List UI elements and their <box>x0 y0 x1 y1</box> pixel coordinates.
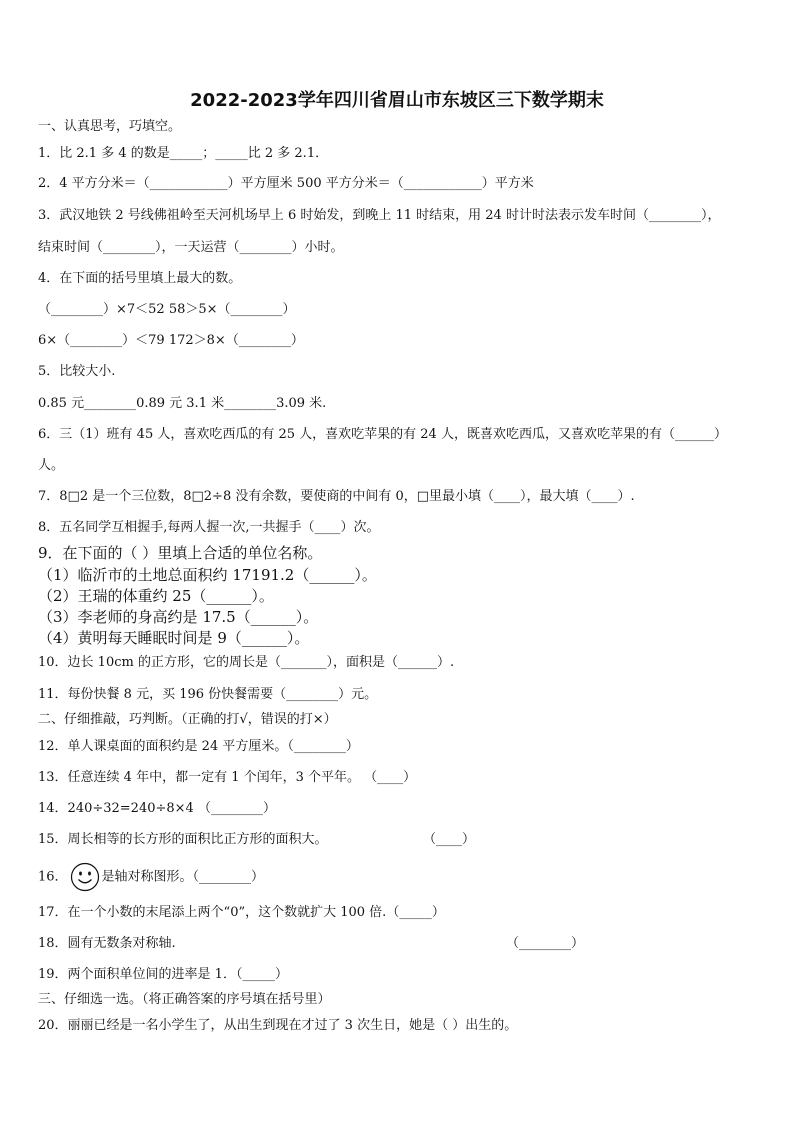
question-4-row-2: 6×（________）＜79 172＞8×（________） <box>38 333 304 348</box>
question-2: 2．4 平方分米＝（____________）平方厘米 500 平方分米＝（____________）平方米 <box>38 176 534 191</box>
question-16-text: 是轴对称图形。（________） <box>101 869 265 885</box>
question-14: 14．240÷32=240÷8×4 （________） <box>38 801 276 816</box>
section-2-heading: 二、仔细推敲，巧判断。（正确的打√，错误的打×） <box>38 712 337 727</box>
question-9-item-1: （1）临沂市的土地总面积约 17191.2（______）。 <box>38 566 377 584</box>
smiley-face-icon <box>70 862 100 892</box>
question-9: 9．在下面的（ ）里填上合适的单位名称。 <box>38 544 323 562</box>
question-4-row-1: （________）×7＜52 58＞5×（________） <box>38 302 296 317</box>
question-3-line-2: 结束时间（________），一天运营（________）小时。 <box>38 240 344 255</box>
question-1: 1．比 2.1 多 4 的数是_____；_____比 2 多 2.1． <box>38 146 329 161</box>
question-8: 8．五名同学互相握手,每两人握一次,一共握手（____）次。 <box>38 520 380 535</box>
question-16 <box>38 862 264 893</box>
question-3-line-1: 3．武汉地铁 2 号线佛祖岭至天河机场早上 6 时始发，到晚上 11 时结束，用 24 时计时法表示发车时间（________）， <box>38 208 721 223</box>
question-13: 13．任意连续 4 年中，都一定有 1 个闰年，3 个平年。 （____） <box>38 770 417 785</box>
section-1-heading: 一、认真思考，巧填空。 <box>38 119 182 134</box>
question-5-row: 0.85 元________0.89 元 3.1 米________3.09 米. <box>38 396 327 411</box>
question-16-number: 16． <box>38 869 68 885</box>
question-6-line-1: 6．三（1）班有 45 人，喜欢吃西瓜的有 25 人，喜欢吃苹果的有 24 人，既喜欢吃西瓜，又喜欢吃苹果的有（______） <box>38 427 727 442</box>
question-20: 20．丽丽已经是一名小学生了，从出生到现在才过了 3 次生日，她是（ ）出生的。 <box>38 1018 518 1033</box>
question-9-item-2: （2）王瑞的体重约 25（______）。 <box>38 587 274 605</box>
question-9-item-4: （4）黄明每天睡眠时间是 9（______）。 <box>38 629 310 647</box>
question-7: 7．8□2 是一个三位数，8□2÷8 没有余数，要使商的中间有 0，□里最小填（____），最大填（____）. <box>38 489 635 504</box>
question-5: 5．比较大小. <box>38 364 116 379</box>
section-3-heading: 三、仔细选一选。（将正确答案的序号填在括号里） <box>38 992 331 1007</box>
question-4: 4．在下面的括号里填上最大的数。 <box>38 271 242 286</box>
question-12: 12．单人课桌面的面积约是 24 平方厘米。（________） <box>38 739 359 754</box>
question-18: 18．圆有无数条对称轴. <box>38 936 176 951</box>
page-title: 2022-2023学年四川省眉山市东坡区三下数学期末 <box>190 90 604 111</box>
question-6-line-2: 人。 <box>38 458 65 473</box>
question-15: 15．周长相等的长方形的面积比正方形的面积大。 <box>38 832 328 847</box>
question-19: 19．两个面积单位间的进率是 1．（_____） <box>38 967 288 982</box>
question-11: 11．每份快餐 8 元，买 196 份快餐需要（________）元。 <box>38 687 378 702</box>
question-9-item-3: （3）李老师的身高约是 17.5（______）。 <box>38 608 319 626</box>
question-15-answer: （____） <box>423 832 476 847</box>
question-10: 10．边长 10cm 的正方形，它的周长是（_______），面积是（______）. <box>38 655 455 670</box>
question-17: 17．在一个小数的末尾添上两个“0”，这个数就扩大 100 倍.（_____） <box>38 905 445 920</box>
question-18-answer: （________） <box>506 936 585 951</box>
